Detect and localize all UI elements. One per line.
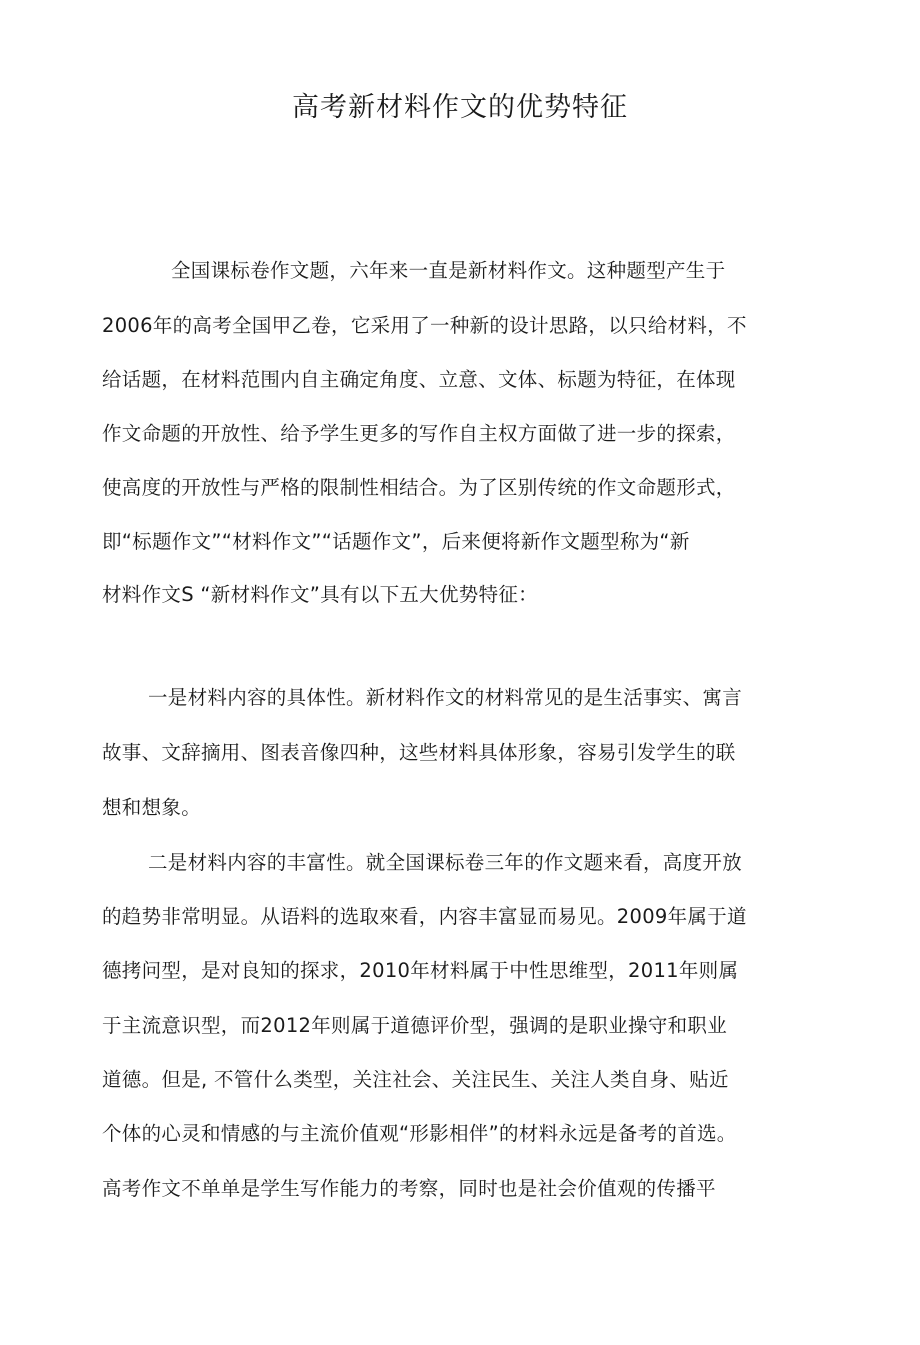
paragraph-3-line-7: 高考作文不单单是学生写作能力的考察，同时也是社会价值观的传播平 bbox=[102, 1177, 716, 1200]
paragraph-2-line-3: 想和想象。 bbox=[102, 796, 202, 819]
paragraph-1-line-1: 全国课标卷作文题，六年来一直是新材料作文。这种题型产生于 bbox=[171, 259, 726, 282]
paragraph-3-line-1: 二是材料内容的丰富性。就全国课标卷三年的作文题来看，高度开放 bbox=[148, 851, 743, 874]
paragraph-1-line-6: 即“标题作文”“材料作文”“话题作文”，后来便将新作文题型称为“新 bbox=[102, 530, 690, 553]
paragraph-3-line-4: 于主流意识型，而2012年则属于道德评价型，强调的是职业操守和职业 bbox=[102, 1014, 728, 1037]
paragraph-1-line-5: 使高度的开放性与严格的限制性相结合。为了区别传统的作文命题形式， bbox=[102, 476, 736, 499]
paragraph-1-line-3: 给话题，在材料范围内自主确定角度、立意、文体、标题为特征，在体现 bbox=[102, 368, 736, 391]
paragraph-3-line-6: 个体的心灵和情感的与主流价值观“形影相伴”的材料永远是备考的首选。 bbox=[102, 1122, 737, 1145]
paragraph-2-line-1: 一是材料内容的具体性。新材料作文的材料常见的是生活事实、寓言 bbox=[148, 686, 743, 709]
paragraph-1-line-7: 材料作文S “新材料作文”具有以下五大优势特征： bbox=[102, 583, 538, 606]
paragraph-1-line-2: 2006年的高考全国甲乙卷，它采用了一种新的设计思路，以只给材料，不 bbox=[102, 314, 747, 337]
paragraph-3-line-3: 德拷问型，是对良知的探求，2010年材料属于中性思维型，2011年则属 bbox=[102, 959, 739, 982]
document-title: 高考新材料作文的优势特征 bbox=[292, 92, 628, 123]
paragraph-2-line-2: 故事、文辞摘用、图表音像四种，这些材料具体形象，容易引发学生的联 bbox=[102, 741, 736, 764]
paragraph-3-line-2: 的趋势非常明显。从语料的选取來看，内容丰富显而易见。2009年属于道 bbox=[102, 905, 747, 928]
paragraph-1-line-4: 作文命题的开放性、给予学生更多的写作自主权方面做了进一步的探索， bbox=[102, 422, 736, 445]
paragraph-3-line-5: 道德。但是, 不管什么类型，关注社会、关注民生、关注人类自身、贴近 bbox=[102, 1068, 729, 1091]
